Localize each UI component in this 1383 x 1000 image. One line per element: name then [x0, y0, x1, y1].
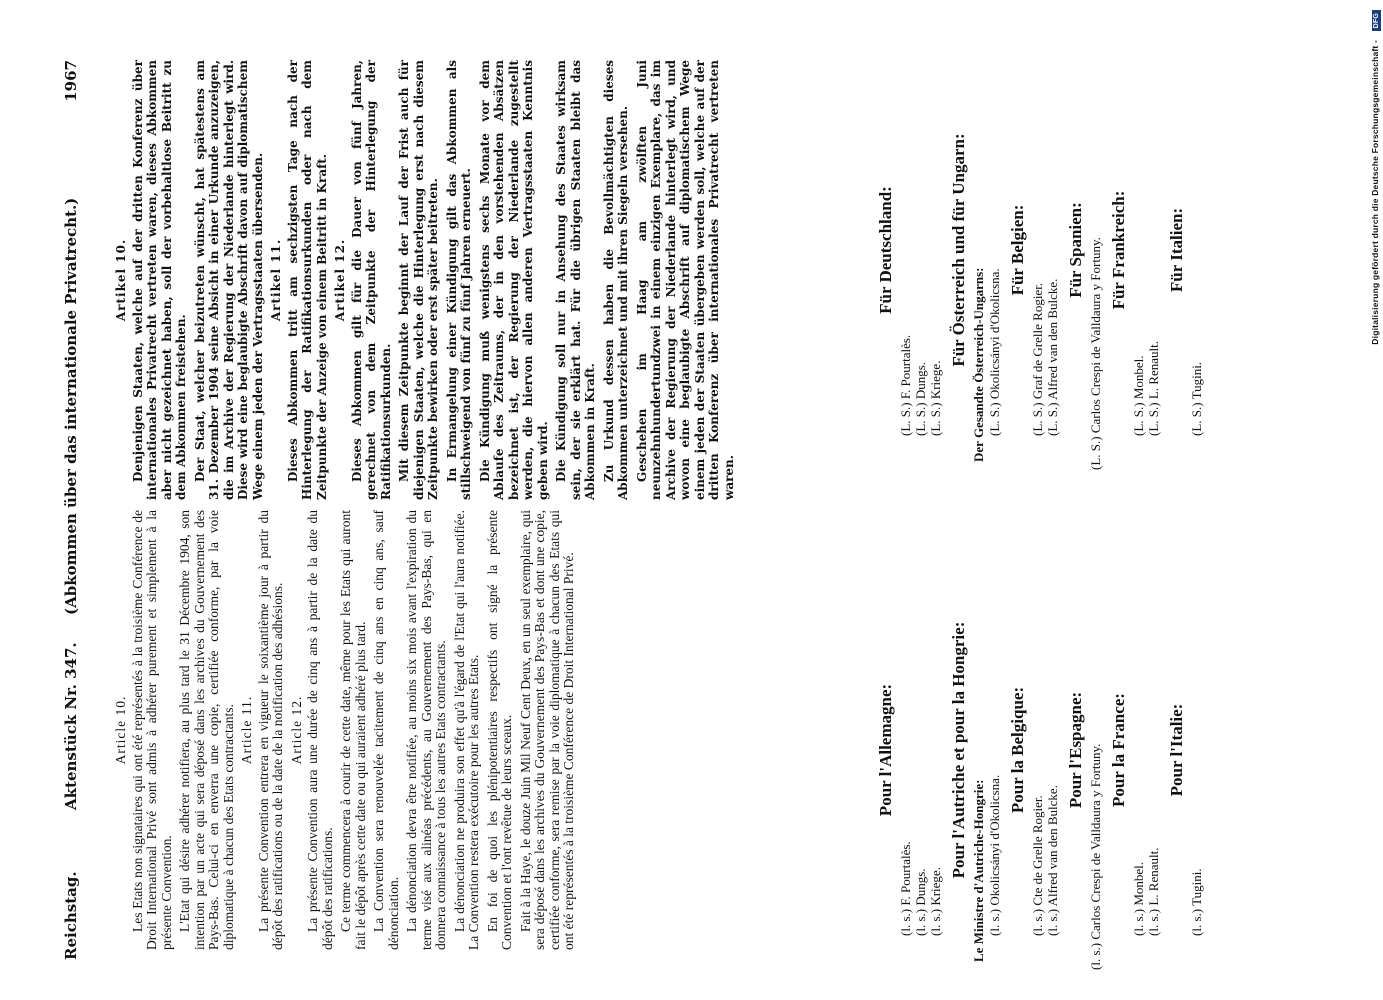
fr-art10-p1: Les Etats non signataires qui ont été représentés à la troisième Conférence de Droit International Privé sont admis à adhérer purement et simplement à la présente Convention.	[129, 510, 174, 950]
de-art10-p2: Der Staat, welcher beizutreten wünscht, hat spätestens am 31. Dezember 1904 seine Absicht in einer Urkunde anzuzeigen, die im Archive der Regierung der Niederlande hinterlegt wird. Diese wird eine beglaubigte Abschrift davon auf diplomatischem Wege einem jeden der Vertragsstaaten übersenden.	[192, 60, 265, 500]
de-article-12-heading: Artikel 12.	[333, 238, 347, 322]
french-signature-block	[870, 530, 1310, 970]
de-art11-p1: Dieses Abkommen tritt am sechzigsten Tage nach der Hinterlegung der Ratifikationsurkunden oder nach dem Zeitpunkte der Anzeige von einem Beitritt in Kraft.	[285, 60, 329, 500]
sig-de-line: (L. S.) Kriege.	[928, 360, 943, 436]
sig-de-line: (L. S.) L. Renault.	[1146, 341, 1161, 436]
fr-article-12-heading: Article 12.	[288, 695, 304, 765]
sig-fr-line: (l. s.) Cte de Grelle Rogier.	[1030, 795, 1045, 936]
de-art10-p1: Denjenigen Staaten, welche auf der dritten Konferenz über internationales Privatrecht vertreten waren, dieses Abkommen aber nicht gezeichnet haben, soll der vorbehaltlose Beitritt zu dem Abkommen freistehen.	[130, 60, 188, 500]
de-art12-p3: In Ermangelung einer Kündigung gilt das Abkommen als stillschweigend von fünf zu fünf Jahren erneuert.	[444, 60, 473, 500]
sig-fr-line: (l. s.) Dungs.	[913, 868, 928, 936]
sig-fr-line: (l. s.) L. Renault.	[1146, 847, 1161, 936]
fr-closing-p1: En foi de quoi les plénipotentiaires respectifs ont signé la présente Convention et l'ont revêtue de leurs sceaux.	[484, 510, 514, 950]
credit-text: Digitalisierung gefördert durch die Deutsche Forschungsgemeinschaft -	[1370, 39, 1380, 345]
sig-de-line: (L. S.) Graf de Grelle Rogier.	[1030, 282, 1045, 436]
page-number: 1967	[62, 60, 80, 102]
de-art12-p2: Mit diesem Zeitpunkte beginnt der Lauf der Frist auch für diejenigen Staaten, welche die Hinterlegung erst nach diesem Zeitpunkte bewirken oder erst später beitreten.	[397, 60, 440, 500]
fr-art12-p3: La Convention sera renouvelée tacitement de cinq ans en cinq ans, sauf dénonciation.	[371, 510, 401, 950]
fr-article-10-heading: Article 10.	[113, 695, 128, 765]
sig-fr-line: (l. s.) Kriege.	[928, 867, 943, 936]
sig-de-austria-heading: Für Österreich und für Ungarn:	[949, 133, 968, 367]
sig-de-spain-heading: Für Spanien:	[1066, 202, 1085, 298]
sig-fr-germany-heading: Pour l'Allemagne:	[876, 683, 895, 817]
digitization-credit	[1370, 10, 1383, 960]
sig-de-line: (L. S.) Dungs.	[913, 361, 928, 436]
sig-de-line: (L. S.) Monbel.	[1131, 355, 1146, 436]
dfg-logo: DFG	[1372, 10, 1381, 31]
sig-de-line: (L. S.) Carlos Crespi de Valldaura y Fortuny.	[1088, 237, 1103, 470]
de-closing-p2: Geschehen im Haag am zwölften Juni neunzehnhundertundzwei in einem einzigen Exemplare, das im Archive der Regierung der Niederlande hinterlegt wird, und wovon eine beglaubigte Abschrift auf diplomatischem Wege einem jeden der Staaten übergeben werden soll, welche auf der dritten Konferenz über internationales Privatrecht vertreten waren.	[634, 60, 736, 500]
sig-fr-line: (l. s.) Carlos Crespi de Valldaura y Fortuny.	[1088, 743, 1103, 970]
sig-fr-subtitle: Le Ministre d'Autriche-Hongrie:	[971, 779, 986, 962]
fr-art12-p2: Ce terme commencera à courir de cette date, même pour les Etats qui auront fait le dépôt après cette date ou qui auraient adhéré plus tard.	[338, 510, 368, 950]
de-article-10-heading: Artikel 10.	[114, 238, 128, 322]
header-center: Aktenstück Nr. 347.	[62, 642, 80, 810]
fr-art12-p1: La présente Convention aura une durée de cinq ans à partir de la date du dépôt des ratifications.	[305, 510, 335, 950]
de-art12-p4: Die Kündigung muß wenigstens sechs Monate vor dem Ablaufe des Zeitraums, der in den vorstehenden Absätzen bezeichnet ist, der Regierung der Niederlande zugestellt werden, die hiervon allen anderen Vertragsstaaten Kenntnis geben wird.	[477, 60, 550, 500]
de-art12-p1: Dieses Abkommen gilt für die Dauer von fünf Jahren, gerechnet von dem Zeitpunkte der Hinterlegung der Ratifikationsurkunden.	[349, 60, 393, 500]
sig-fr-line: (l. s.) F. Pourtalès.	[898, 841, 913, 936]
de-closing-p1: Zu Urkund dessen haben die Bevollmächtigten dieses Abkommen unterzeichnet und mit ihren Siegeln versehen.	[601, 60, 630, 500]
sig-fr-spain-heading: Pour l'Espagne:	[1066, 691, 1085, 809]
sig-de-germany-heading: Für Deutschland:	[876, 186, 895, 314]
sig-de-belgium-heading: Für Belgien:	[1008, 204, 1027, 296]
sig-de-line: (L. S.) Alfred van den Bulcke.	[1045, 278, 1060, 436]
fr-article-11-heading: Article 11.	[239, 695, 254, 765]
sig-de-france-heading: Für Frankreich:	[1109, 190, 1128, 310]
sig-de-italy-heading: Für Italien:	[1167, 207, 1186, 293]
de-art12-p5: Die Kündigung soll nur in Ansehung des Staates wirksam sein, der sie erklärt hat. Für die übrigen Staaten bleibt das Abkommen in Kraft.	[554, 60, 597, 500]
sig-fr-line: (l. s.) Monbel.	[1131, 861, 1146, 936]
sig-de-line: (L. S.) Okolicsányi d'Okolicsna.	[987, 268, 1002, 436]
german-signature-block	[870, 30, 1310, 470]
de-article-11-heading: Artikel 11.	[269, 238, 283, 322]
fr-art12-p4: La dénonciation devra être notifiée, au moins six mois avant l'expiration du terme visé aux alinéas précédents, au Gouvernement des Pays-Bas, qui en donnera connaissance à tous les autres Etats contractants.	[404, 510, 448, 950]
sig-de-subtitle: Der Gesandte Österreich-Ungarns:	[971, 267, 986, 462]
sig-de-line: (L. S.) F. Pourtalès.	[898, 334, 913, 436]
sig-fr-austria-heading: Pour l'Autriche et pour la Hongrie:	[949, 621, 968, 879]
sig-fr-italy-heading: Pour l'Italie:	[1167, 703, 1186, 797]
german-text-column	[110, 60, 850, 500]
sig-fr-belgium-heading: Pour la Belgique:	[1008, 686, 1027, 814]
sig-fr-line: (l. s.) Tugini.	[1189, 868, 1204, 936]
fr-art10-p2: L'Etat qui désire adhérer notifiera, au plus tard le 31 Décembre 1904, son intention par un acte qui sera déposé dans les archives du Gouvernement des Pays-Bas. Celui-ci en enverra une copie, certifiée conforme, par la voie diplomatique à chacun des Etats contractants.	[177, 510, 236, 950]
sig-fr-france-heading: Pour la France:	[1109, 693, 1128, 807]
fr-art11-p1: La présente Convention entrera en vigueur le soixantième jour à partir du dépôt des ratifications ou de la date de la notification des adhésions.	[255, 510, 285, 950]
fr-closing-p2: Fait à la Haye, le douze Juin Mil Neuf Cent Deux, en un seul exemplaire, qui sera déposé dans les archives du Gouvernement des Pays-Bas et dont une copie, certifiée conforme, sera remise par la voie diplomatique à chacun des Etats qui ont été représentés à la troisième Conférence de Droit International Privé.	[517, 510, 576, 950]
header-left: Reichstag.	[62, 871, 80, 960]
sig-fr-line: (l. s.) Alfred van den Bulcke.	[1045, 785, 1060, 936]
page-header	[62, 60, 86, 960]
french-text-column	[110, 510, 850, 950]
sig-fr-line: (l. s.) Okolicsányi d'Okolicsna.	[987, 774, 1002, 936]
header-title: (Abkommen über das internationale Privatrecht.)	[62, 197, 80, 615]
fr-art12-p5: La dénonciation ne produira son effet qu'à l'égard de l'Etat qui l'aura notifiée. La Convention restera exécutoire pour les autres Etats.	[451, 510, 481, 950]
sig-de-line: (L. S.) Tugini.	[1189, 361, 1204, 436]
